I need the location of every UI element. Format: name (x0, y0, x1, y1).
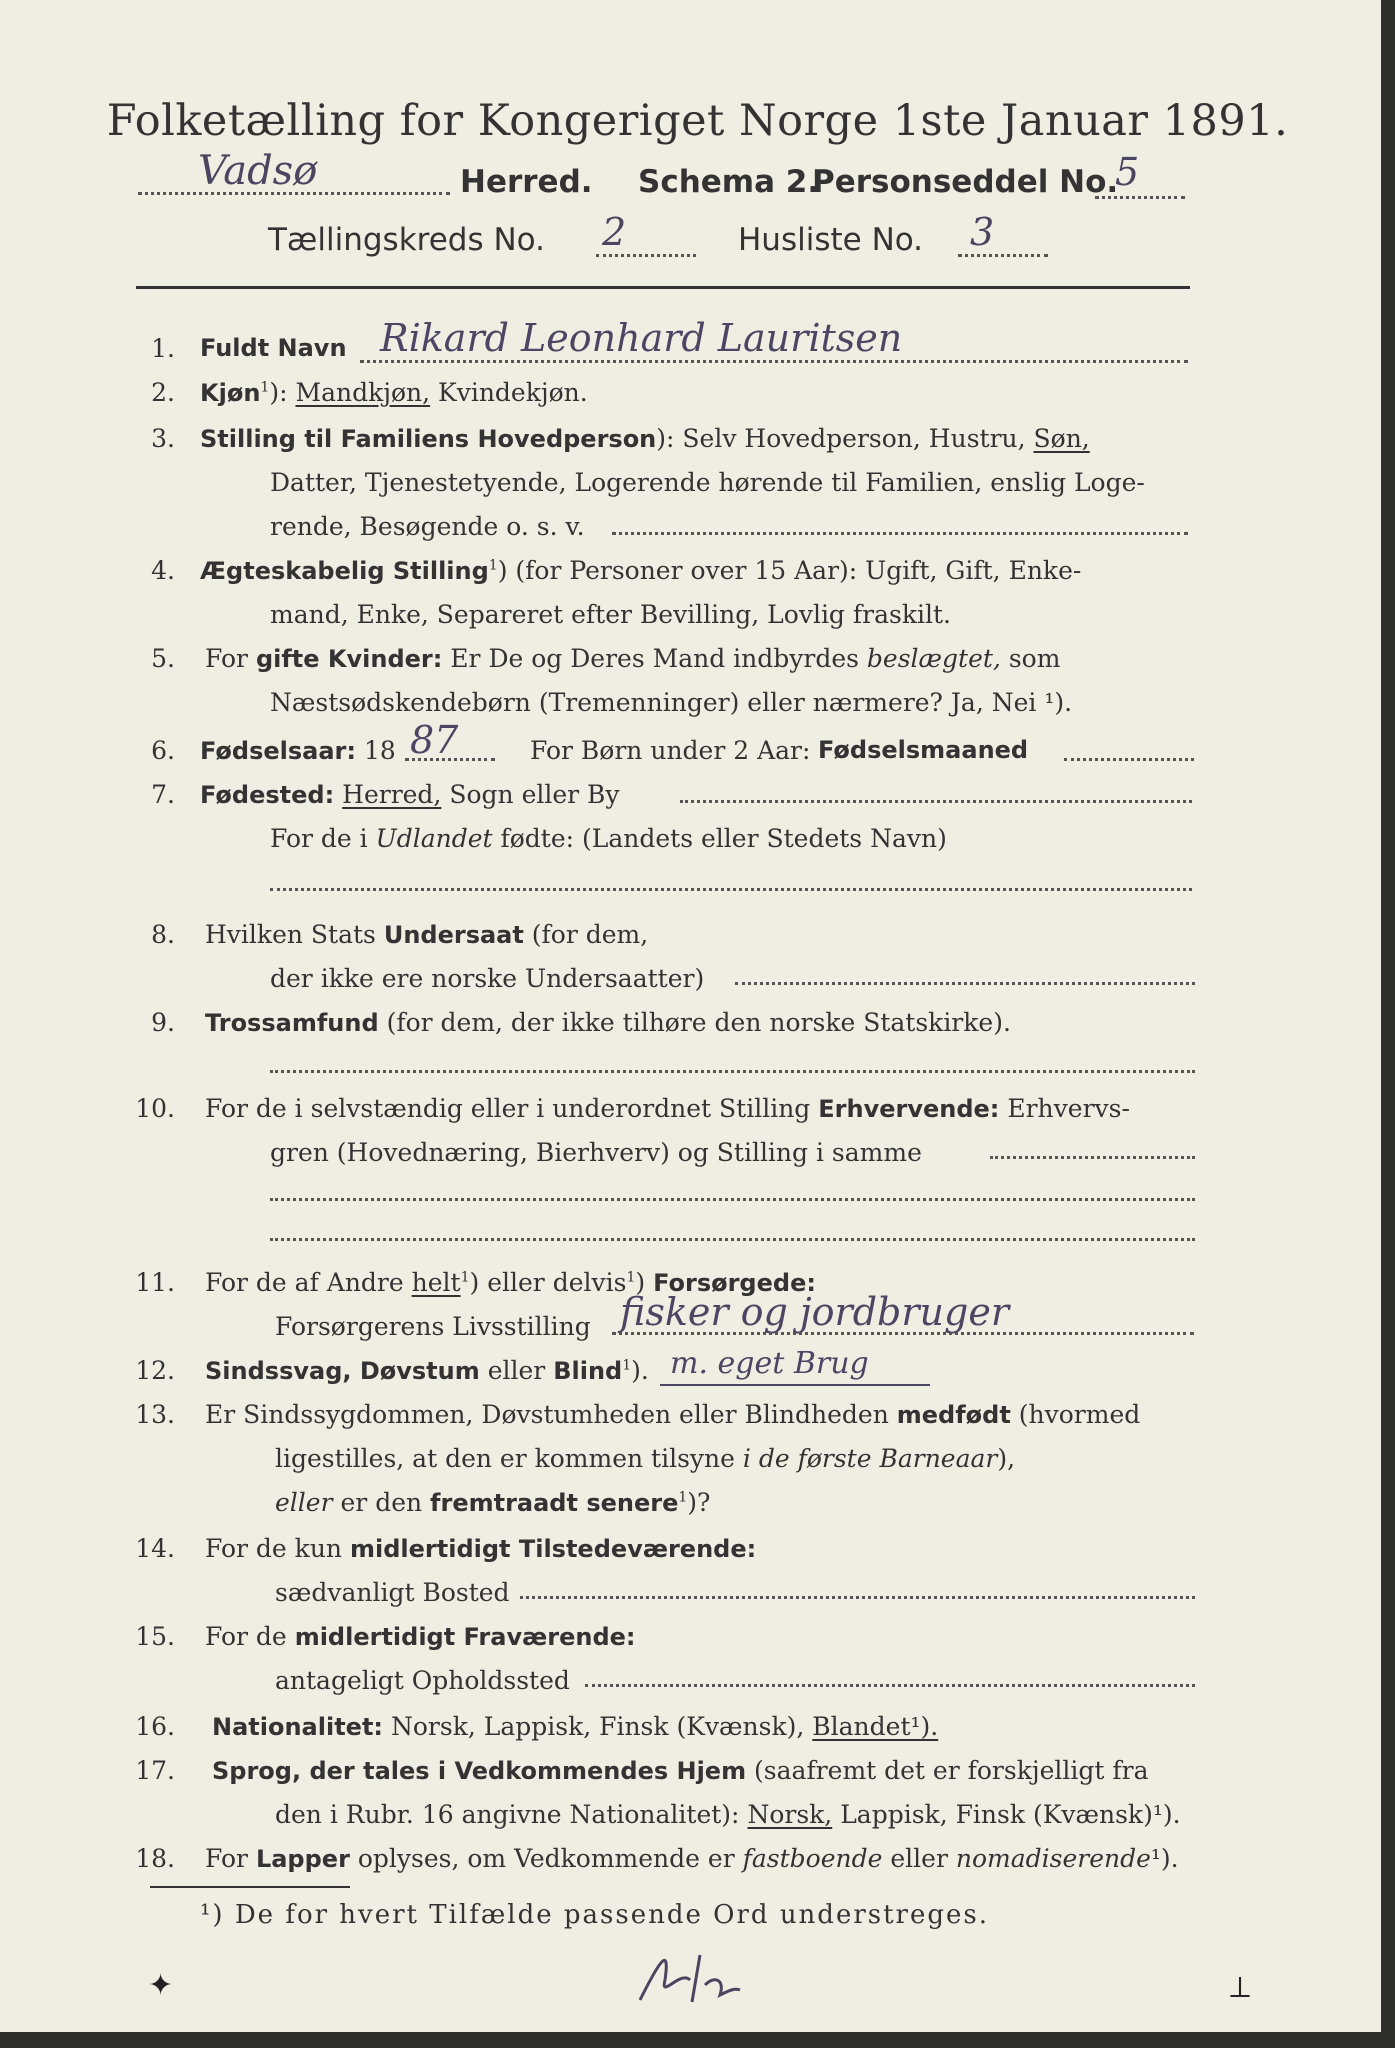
full-name-value: Rikard Leonhard Lauritsen (380, 316, 903, 360)
birthplace-dotted-line (680, 800, 1192, 803)
kreds-value: 2 (602, 210, 627, 254)
herred-value: Vadsø (198, 148, 318, 194)
item-9-dotted-line (270, 1070, 1195, 1073)
item-14-line2: sædvanligt Bosted (275, 1578, 510, 1607)
header-rule (136, 286, 1190, 289)
item-10-dotted-line-2 (270, 1198, 1195, 1201)
item-11-line2: Forsørgerens Livsstilling (275, 1312, 591, 1341)
disability-underline (660, 1384, 930, 1386)
item-7-line2: For de i Udlandet fødte: (Landets eller Stedets Navn) (270, 824, 947, 853)
item-5-line2: Næstsødskendebørn (Tremenninger) eller nærmere? Ja, Nei ¹). (270, 688, 1073, 717)
left-margin-mark-icon: ✦ (148, 1968, 174, 2003)
item-8-dotted-line (735, 982, 1195, 985)
item-17-line2: den i Rubr. 16 angivne Nationalitet): Norsk, Lappisk, Finsk (Kvænsk)¹). (275, 1800, 1181, 1829)
item-10-dotted-line-1 (990, 1156, 1195, 1159)
personseddel-label: Personseddel No. (812, 164, 1119, 200)
right-margin-mark-icon: ⟂ (1230, 1970, 1251, 2005)
item-13-line3: eller er den fremtraadt senere$^1$)? (275, 1488, 711, 1517)
disability-value: m. eget Brug (670, 1346, 869, 1381)
herred-label: Herred. (460, 164, 593, 200)
foreign-birthplace-dotted-line (270, 888, 1192, 891)
provider-occupation-dotted-line (612, 1332, 1194, 1335)
personseddel-value: 5 (1115, 150, 1140, 194)
footnote: ¹) De for hvert Tilfælde passende Ord understreges. (200, 1900, 990, 1930)
name-dotted-line (360, 360, 1188, 363)
initials-signature (630, 1940, 750, 2010)
item-8-line2: der ikke ere norske Undersaatter) (270, 964, 705, 993)
provider-occupation-value: fisker og jordbruger (620, 1290, 1009, 1334)
item-10-dotted-line-3 (270, 1238, 1195, 1241)
item-3-line2: Datter, Tjenestetyende, Logerende hørende til Familien, enslig Loge- (270, 468, 1145, 497)
husliste-dotted-line (958, 254, 1048, 257)
husliste-value: 3 (970, 210, 995, 254)
item-3-dotted-line (612, 532, 1188, 535)
kreds-dotted-line (596, 254, 696, 257)
item-4-line2: mand, Enke, Separeret efter Bevilling, Lovlig fraskilt. (270, 600, 951, 629)
form-title: Folketælling for Kongeriget Norge 1ste Januar 1891. (106, 96, 1289, 146)
item-3-line3: rende, Besøgende o. s. v. (270, 512, 585, 541)
personseddel-dotted-line (1095, 196, 1185, 199)
footnote-rule (150, 1886, 350, 1888)
item-13-line2: ligestilles, at den er kommen tilsyne i de første Barneaar), (275, 1444, 1016, 1473)
kreds-label: Tællingskreds No. (268, 222, 545, 258)
birth-year-dotted-line (405, 758, 495, 761)
census-form: Folketælling for Kongeriget Norge 1ste Januar 1891. Vadsø Herred. Schema 2. Personseddel No. 5 Tællingskreds No. 2 Husliste No. 3 1. Fuldt Navn Rikard Leonhard Lauritsen 2. Kjøn$^1$): Mandkjøn, Kvindekjøn. 3. Stilling til Familiens Hovedperson): Selv Hovedperson, Hustru, Søn, Datter, Tjenestetyende, Logerende hørende til Familien, enslig Loge- rende, Besøgende o. s. v. 4. Ægteskabelig Stilling$^1$) (for Personer over 15 Aar): Ugift, Gift, Enke- mand, Enke, Separeret efter Bevilling, Lovlig fraskilt. 5. For gifte Kvinder: Er De og Deres Mand indbyrdes beslægtet, som Næstsødskendebørn (Tremenninger) eller nærmere? Ja, Nei ¹). 6. Fødselsaar: 18 For Børn under 2 Aar: Fødselsmaaned 87 7. Fødested: Herred, Sogn eller By For de i Udlandet fødte: (Landets eller Stedets Navn) 8. Hvilken Stats Undersaat (for dem, der ikke ere norske Undersaatter) 9. Trossamfund (for dem, der ikke tilhøre den norske Statskirke). 10. For de i selvstændig eller i underordnet Stilling Erhvervende: Erhvervs- gren (Hovednæring, Bierhverv) og Stilling i samme 11. For de af Andre helt$^1$) eller delvis$^1$) Forsørgede: Forsørgerens Livsstilling fisker og jordbruger 12. Sindssvag, Døvstum eller Blind$^1$). m. eget Brug 13. Er Sindssygdommen, Døvstumheden eller Blindheden medfødt (hvormed ligestilles, at den er kommen tilsyne i de første Barneaar), eller er den fremtraadt senere$^1$)? 14. For de kun midlertidigt Tilstedeværende: sædvanligt Bosted 15. For de midlertidigt Fraværende: antageligt Opholdssted 16. Nationalitet: Norsk, Lappisk, Finsk (Kvænsk), Blandet¹). 17. Sprog, der tales i Vedkommendes Hjem (saafremt det er forskjelligt fra den i Rubr. 16 angivne Nationalitet): Norsk, Lappisk, Finsk (Kvænsk)¹). 18. For Lapper oplyses, om Vedkommende er fastboende eller nomadiserende¹). ¹) De for hvert Tilfælde passende Ord understreges. ✦ ⟂ (0, 0, 1395, 2048)
birth-month-dotted-line (1064, 758, 1194, 761)
item-15-line2: antageligt Opholdssted (275, 1666, 570, 1695)
schema-label: Schema 2. (638, 164, 820, 200)
husliste-label: Husliste No. (738, 222, 924, 258)
birth-year-value: 87 (410, 718, 459, 762)
item-10-line2: gren (Hovednæring, Bierhverv) og Stilling i samme (270, 1138, 922, 1167)
item-14-dotted-line (520, 1596, 1195, 1599)
item-15-dotted-line (585, 1684, 1195, 1687)
